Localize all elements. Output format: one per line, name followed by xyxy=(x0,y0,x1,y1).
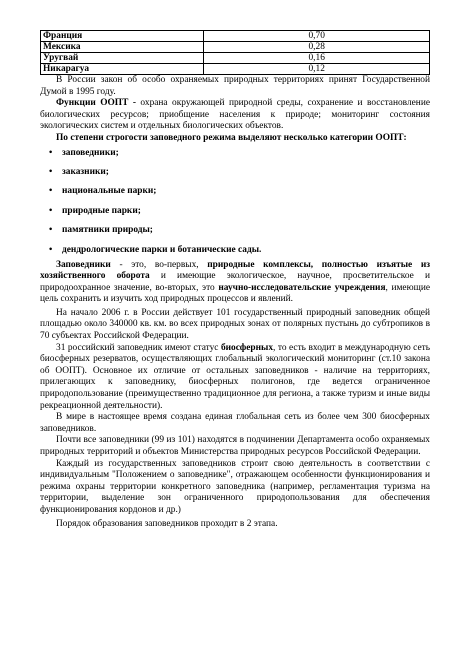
bullet-icon: • xyxy=(49,225,53,236)
bullet-icon: • xyxy=(49,205,53,216)
paragraph-reserves-definition xyxy=(40,260,430,306)
paragraph-2006-count: На начало 2006 г. в России действует 101 государственный природный заповедник общей площадью около 340000 кв. км. во всех природных зонах от полярных пустынь до субтропиков в 70 субъектах Российской Федерации. xyxy=(40,307,430,342)
category-label: памятники природы; xyxy=(62,225,153,236)
value-cell: 0,16 xyxy=(204,53,430,64)
paragraph-regulations: Каждый из государственных заповедников строит свою деятельность в соответствии с индивидуальным "Положением о заповеднике", отражающем особенности функционирования и режима охраны территории конкретного заповедника (например, регламентация туризма на территории, выделение зон ограниченного природопользования для обеспечения функционирования кордонов и др.) xyxy=(40,458,430,515)
category-item xyxy=(40,206,430,225)
term-research-institutions: научно-исследовательские учреждения xyxy=(218,282,386,293)
term-biosphere: биосферных xyxy=(220,342,274,353)
term-natural-complexes: природные комплексы, полностью изъятые из хозяйственного оборота xyxy=(40,259,430,282)
paragraph-categories-heading xyxy=(40,133,430,145)
definition-text: и имеющие экологическое, научное, просветительское и природоохранное значение, во-вторых, это xyxy=(40,271,431,293)
table-row xyxy=(41,53,430,64)
document-page xyxy=(40,30,430,530)
paragraph-world-network: В мире в настоящее время создана единая глобальная сеть из более чем 300 биосферных заповедников. xyxy=(40,412,430,434)
paragraph-stages: Порядок образования заповедников проходит в 2 этапа. xyxy=(56,518,278,529)
category-label: дендрологические парки и ботанические сады. xyxy=(62,244,262,255)
bullet-icon: • xyxy=(49,186,53,197)
category-item xyxy=(40,186,430,205)
table-row xyxy=(41,42,430,53)
biosphere-text: , то есть входит в международную сеть биосферных резерватов, осуществляющих глобальный экологический мониторинг (ст.10 закона об ООПТ). Основное их отличие от остальных заповедников - наличие на территориях, прилегающих к заповеднику, биосферных полигонов, где ведется ограниченное природопользование (преимущественно традиционное для региона, а также туризм и иные виды рекреационной деятельности). xyxy=(40,342,430,411)
table-row xyxy=(41,31,430,42)
definition-text: , имеющие цель сохранить и изучить ход природных процессов и явлений. xyxy=(40,282,430,305)
value-cell: 0,12 xyxy=(204,64,430,75)
functions-text: охрана окружающей природной среды, сохранение и восстановление биологических ресурсов; приобщение населения к природе; мониторинг состояния экологических систем и отдельных биологических объектов. xyxy=(40,98,431,132)
functions-term: Функции ООПТ - xyxy=(56,98,136,109)
table-row xyxy=(41,64,430,75)
country-cell: Уругвай xyxy=(41,53,204,64)
category-item xyxy=(40,245,430,260)
country-cell: Мексика xyxy=(41,42,204,53)
country-values-table xyxy=(40,30,430,75)
paragraph-law: В России закон об особо охраняемых природных территориях принят Государственной Думой в 1995 году. xyxy=(40,75,430,97)
category-item xyxy=(40,148,430,167)
category-label: природные парки; xyxy=(62,205,141,216)
categories-heading: По степени строгости заповедного режима выделяют несколько категории ООПТ: xyxy=(56,132,407,143)
category-list xyxy=(40,148,430,260)
bullet-icon: • xyxy=(49,244,53,255)
definition-text: - это, во-первых, xyxy=(110,259,208,270)
paragraph-biosphere xyxy=(40,343,430,413)
category-label: заповедники; xyxy=(62,147,119,158)
bullet-icon: • xyxy=(49,166,53,177)
biosphere-text: 31 российский заповедник имеют статус xyxy=(56,342,221,353)
term-reserves: Заповедники xyxy=(56,259,111,270)
category-item xyxy=(40,167,430,186)
value-cell: 0,70 xyxy=(204,31,430,42)
country-cell: Франция xyxy=(41,31,204,42)
country-cell: Никарагуа xyxy=(41,64,204,75)
category-label: заказники; xyxy=(62,166,109,177)
category-item xyxy=(40,225,430,244)
paragraph-department: Почти все заповедники (99 из 101) находятся в подчинении Департамента особо охраняемых природных территорий и объектов Министерства природных ресурсов Российской Федерации. xyxy=(40,435,430,458)
category-label: национальные парки; xyxy=(62,186,157,197)
paragraph-functions xyxy=(40,98,430,133)
bullet-icon: • xyxy=(49,147,53,158)
value-cell: 0,28 xyxy=(204,42,430,53)
